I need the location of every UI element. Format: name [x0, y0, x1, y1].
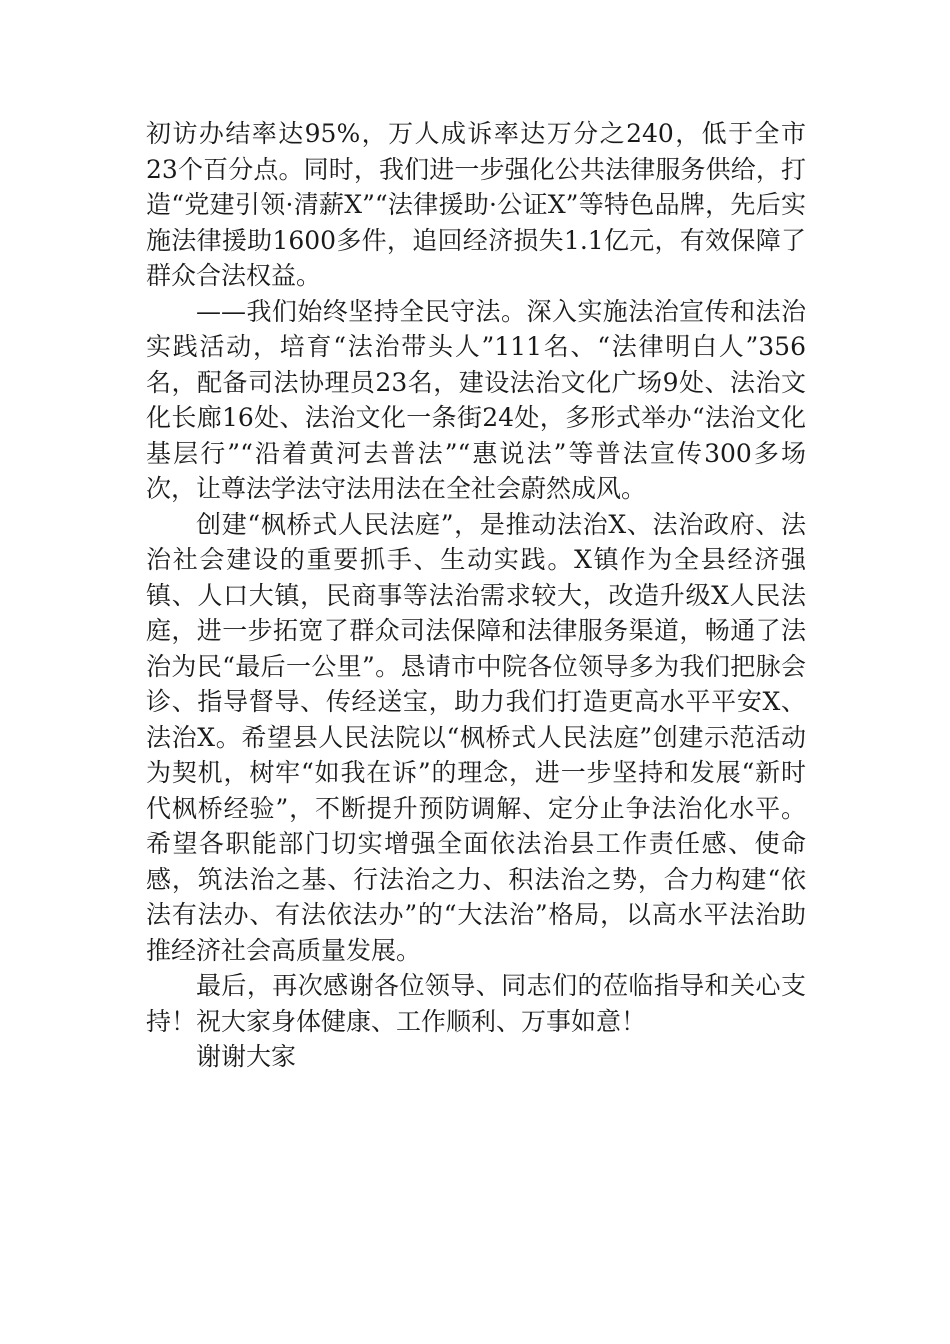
- document-body: [146, 116, 806, 1075]
- paragraph-thanks: 最后，再次感谢各位领导、同志们的莅临指导和关心支持！祝大家身体健康、工作顺利、万事如意！: [146, 971, 806, 1036]
- closing-line: 谢谢大家: [196, 1042, 297, 1071]
- paragraph-legal-services: 初访办结率达95%，万人成诉率达万分之240，低于全市23个百分点。同时，我们进一步强化公共法律服务供给，打造“党建引领·清薪X”“法律援助·公证X”等特色品牌，先后实施法律援助1600多件，追回经济损失1.1亿元，有效保障了群众合法权益。: [146, 119, 806, 290]
- paragraph-fengqiao-court: 创建“枫桥式人民法庭”，是推动法治X、法治政府、法治社会建设的重要抓手、生动实践。X镇作为全县经济强镇、人口大镇，民商事等法治需求较大，改造升级X人民法庭，进一步拓宽了群众司法保障和法律服务渠道，畅通了法治为民“最后一公里”。恳请市中院各位领导多为我们把脉会诊、指导督导、传经送宝，助力我们打造更高水平平安X、法治X。希望县人民法院以“枫桥式人民法庭”创建示范活动为契机，树牢“如我在诉”的理念，进一步坚持和发展“新时代枫桥经验”，不断提升预防调解、定分止争法治化水平。希望各职能部门切实增强全面依法治县工作责任感、使命感，筑法治之基、行法治之力、积法治之势，合力构建“依法有法办、有法依法办”的“大法治”格局，以高水平法治助推经济社会高质量发展。: [146, 509, 806, 965]
- paragraph-law-abiding: ——我们始终坚持全民守法。深入实施法治宣传和法治实践活动，培育“法治带头人”111名、“法律明白人”356名，配备司法协理员23名，建设法治文化广场9处、法治文化长廊16处、法治文化一条街24处，多形式举办“法治文化基层行”“沿着黄河去普法”“惠说法”等普法宣传300多场次，让尊法学法守法用法在全社会蔚然成风。: [146, 296, 806, 503]
